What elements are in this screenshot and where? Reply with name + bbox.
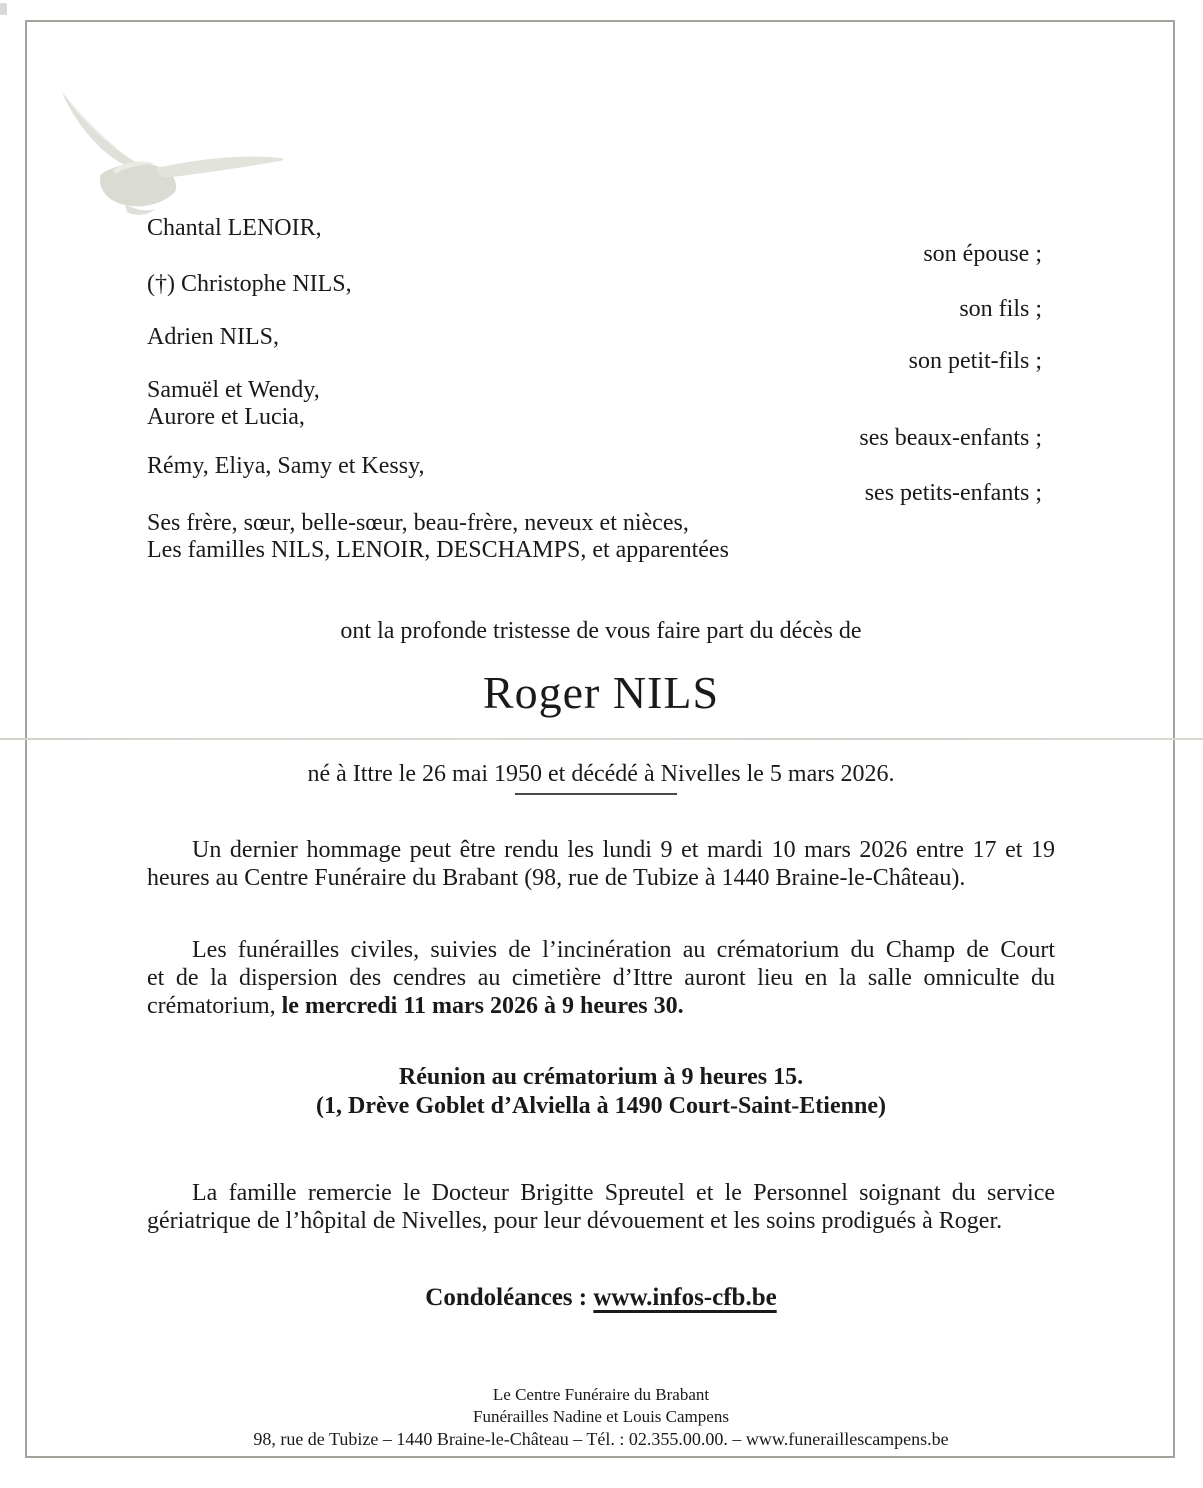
relation-line: son petit-fils ;	[908, 348, 1042, 374]
dove-image	[55, 82, 290, 217]
family-line: Les familles NILS, LENOIR, DESCHAMPS, et apparentées	[147, 537, 729, 563]
birth-death-line: né à Ittre le 26 mai 1950 et décédé à Nivelles le 5 mars 2026.	[307, 761, 895, 787]
condolences-label: Condoléances :	[425, 1284, 594, 1311]
footer-funeral-directors: Funérailles Nadine et Louis Campens	[473, 1407, 729, 1426]
funeral-date-bold: le mercredi 11 mars 2026 à 9 heures 30.	[281, 993, 684, 1019]
thanks-paragraph-line: La famille remercie le Docteur Brigitte Spreutel et le Personnel soignant du service	[192, 1180, 1055, 1206]
meeting-address-line: (1, Drève Goblet d’Alviella à 1490 Court-Saint-Etienne)	[316, 1093, 886, 1119]
separator-line	[515, 793, 677, 795]
family-line: Ses frère, sœur, belle-sœur, beau-frère, neveux et nièces,	[147, 510, 689, 536]
family-line: Adrien NILS,	[147, 324, 279, 350]
funeral-text-normal: crématorium,	[147, 993, 282, 1019]
relation-line: son fils ;	[959, 296, 1042, 322]
family-line: Aurore et Lucia,	[147, 404, 305, 430]
relation-line: ses petits-enfants ;	[864, 480, 1042, 506]
meeting-line: Réunion au crématorium à 9 heures 15.	[398, 1064, 804, 1090]
funeral-paragraph-line: Les funérailles civiles, suivies de l’incinération au crématorium du Champ de Court	[192, 937, 1055, 963]
footer-address-phone: 98, rue de Tubize – 1440 Braine-le-Château – Tél. : 02.355.00.00. – www.funeraillescampens.be	[253, 1429, 949, 1449]
homage-paragraph-line: heures au Centre Funéraire du Brabant (98, rue de Tubize à 1440 Braine-le-Château).	[147, 865, 966, 891]
deceased-name: Roger NILS	[482, 667, 720, 718]
homage-paragraph-line: Un dernier hommage peut être rendu les lundi 9 et mardi 10 mars 2026 entre 17 et 19	[192, 837, 1055, 863]
funeral-paragraph-line: et de la dispersion des cendres au cimetière d’Ittre auront lieu en la salle omniculte du	[147, 965, 1055, 991]
family-line: Samuël et Wendy,	[147, 377, 320, 403]
footer-funeral-home-name: Le Centre Funéraire du Brabant	[492, 1385, 710, 1404]
condolences-website-link[interactable]: www.infos-cfb.be	[593, 1284, 777, 1311]
paper-fold-crease	[0, 738, 1203, 740]
funeral-paragraph-line	[147, 992, 1055, 1020]
family-line: Rémy, Eliya, Samy et Kessy,	[147, 453, 425, 479]
family-line: Chantal LENOIR,	[147, 215, 322, 241]
relation-line: son épouse ;	[923, 241, 1042, 267]
relation-line: ses beaux-enfants ;	[859, 425, 1042, 451]
scan-corner-artifact	[0, 3, 7, 15]
announcement-intro: ont la profonde tristesse de vous faire part du décès de	[340, 618, 862, 644]
thanks-paragraph-line: gériatrique de l’hôpital de Nivelles, pour leur dévouement et les soins prodigués à Roger.	[147, 1208, 1003, 1234]
condolences-line	[147, 1283, 1055, 1312]
family-line: (†) Christophe NILS,	[147, 271, 352, 297]
